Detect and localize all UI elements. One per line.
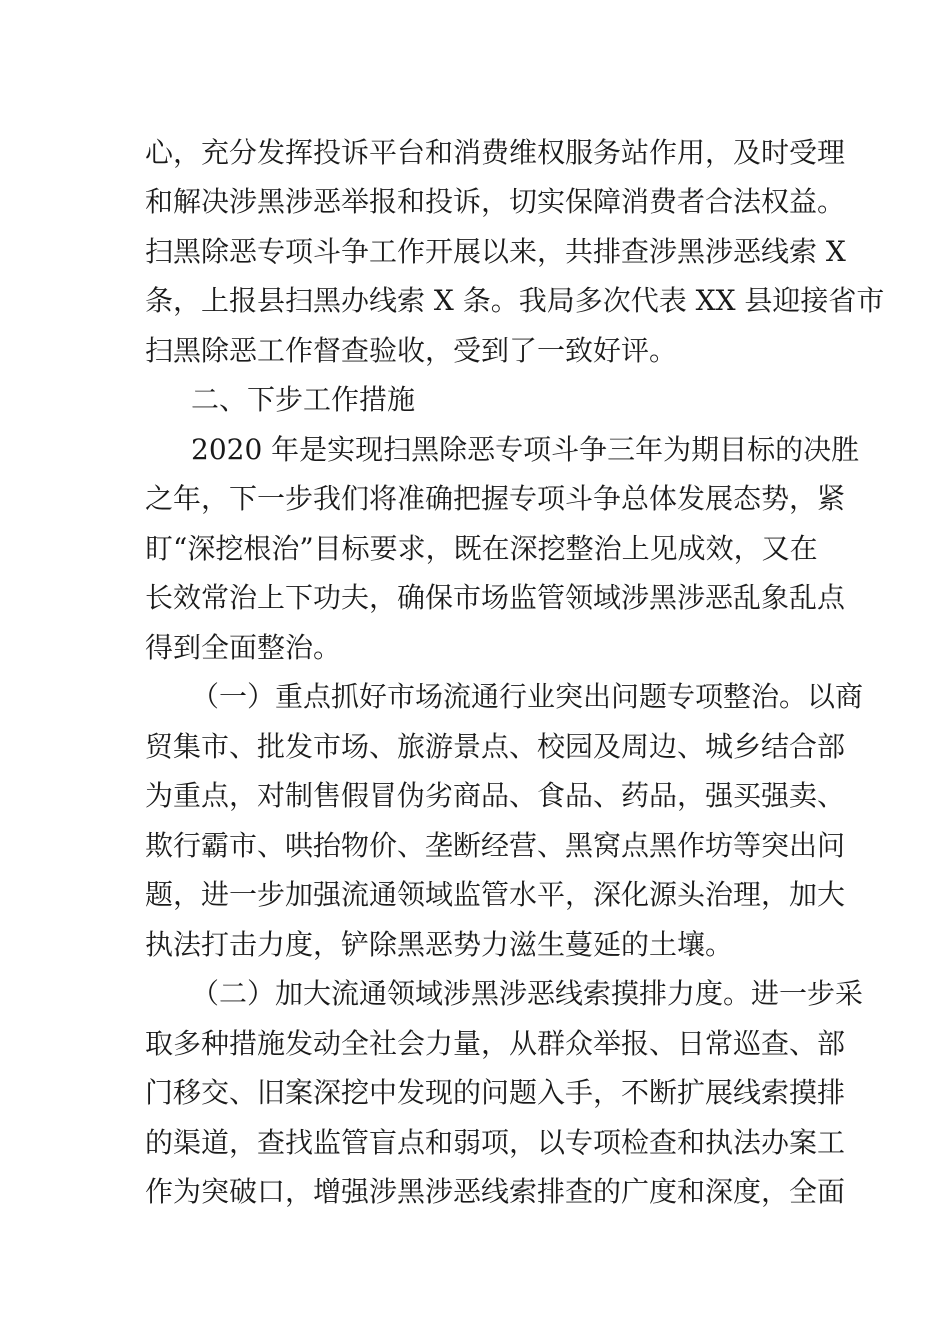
paragraph-first-line: 2020 年是实现扫黑除恶专项斗争三年为期目标的决胜 (191, 433, 860, 466)
text-line: 贸集市、批发市场、旅游景点、校园及周边、城乡结合部 (145, 730, 846, 763)
text-line: 扫黑除恶专项斗争工作开展以来，共排查涉黑涉恶线索 X (145, 235, 846, 268)
text-line: 执法打击力度，铲除黑恶势力滋生蔓延的土壤。 (145, 928, 734, 961)
text-line: 题，进一步加强流通领域监管水平，深化源头治理，加大 (145, 878, 846, 911)
text-line: 欺行霸市、哄抬物价、垄断经营、黑窝点黑作坊等突出问 (145, 829, 846, 862)
text-line: 心，充分发挥投诉平台和消费维权服务站作用，及时受理 (145, 136, 846, 169)
text-line: 作为突破口，增强涉黑涉恶线索排查的广度和深度，全面 (145, 1175, 846, 1208)
subsection-heading-1: （一）重点抓好市场流通行业突出问题专项整治。以商 (191, 680, 864, 713)
text-line: 之年，下一步我们将准确把握专项斗争总体发展态势，紧 (145, 482, 846, 515)
text-line: 得到全面整治。 (145, 631, 342, 664)
text-line: 和解决涉黑涉恶举报和投诉，切实保障消费者合法权益。 (145, 185, 846, 218)
text-line: 为重点，对制售假冒伪劣商品、食品、药品，强买强卖、 (145, 779, 846, 812)
text-line: 的渠道，查找监管盲点和弱项，以专项检查和执法办案工 (145, 1126, 846, 1159)
text-line: 条，上报县扫黑办线索 X 条。我局多次代表 XX 县迎接省市 (145, 284, 885, 317)
section-heading: 二、下步工作措施 (191, 383, 416, 416)
text-line: 门移交、旧案深挖中发现的问题入手，不断扩展线索摸排 (145, 1076, 846, 1109)
text-line: 取多种措施发动全社会力量，从群众举报、日常巡查、部 (145, 1027, 846, 1060)
text-line: 盯“深挖根治”目标要求，既在深挖整治上见成效，又在 (145, 532, 818, 565)
text-line: 长效常治上下功夫，确保市场监管领域涉黑涉恶乱象乱点 (145, 581, 846, 614)
subsection-heading-2: （二）加大流通领域涉黑涉恶线索摸排力度。进一步采 (191, 977, 864, 1010)
text-line: 扫黑除恶工作督查验收，受到了一致好评。 (145, 334, 678, 367)
